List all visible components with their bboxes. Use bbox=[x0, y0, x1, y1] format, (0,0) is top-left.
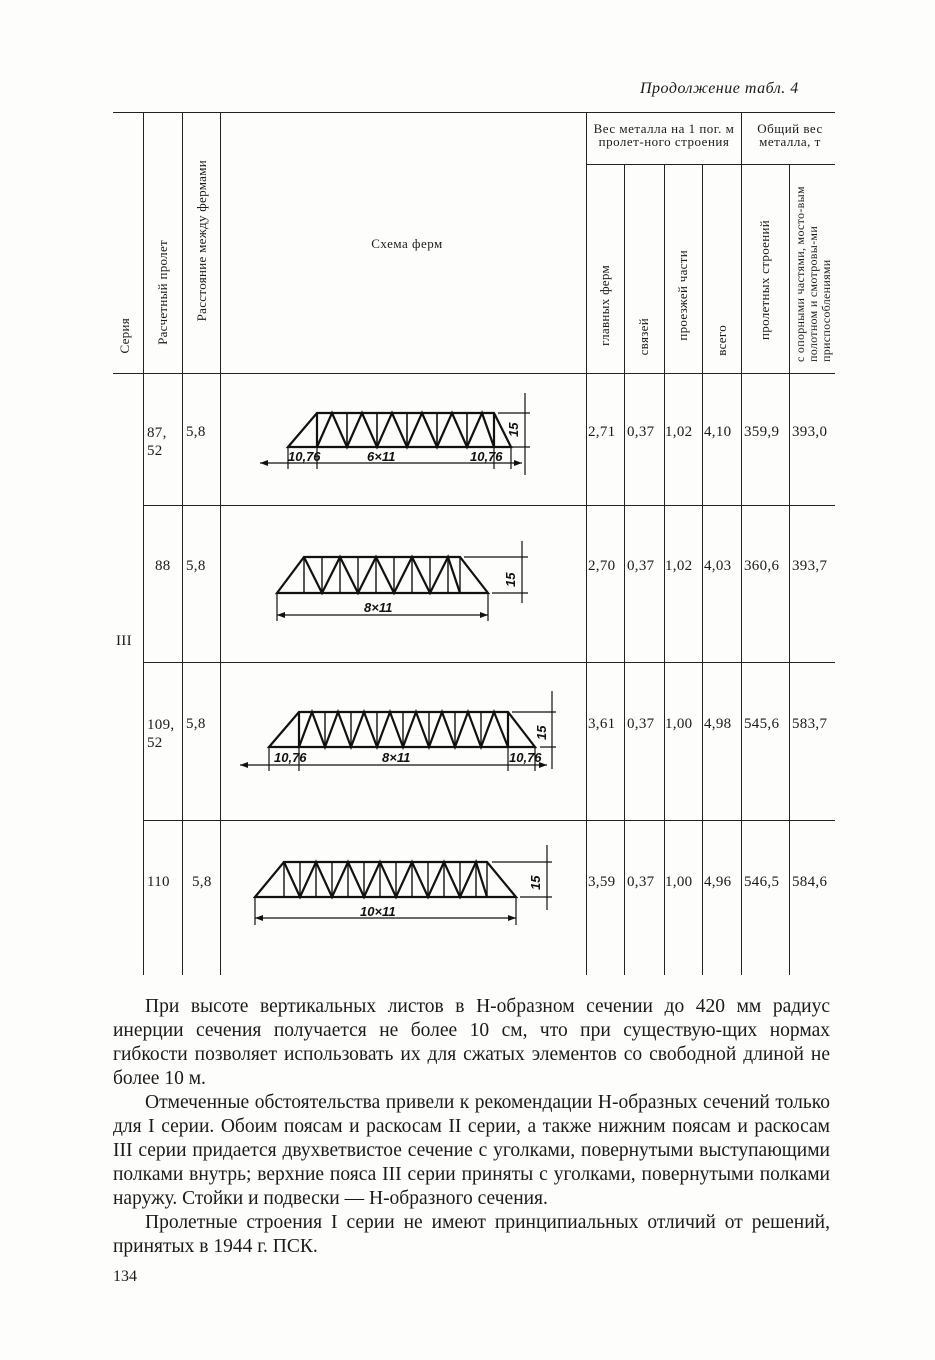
cell-bracing: 0,37 bbox=[627, 716, 655, 732]
header-total-weight: Общий вес металла, т bbox=[757, 121, 823, 149]
cell-span: 109, 52 bbox=[147, 717, 175, 751]
cell-main: 2,70 bbox=[588, 558, 616, 574]
cell-distance: 5,8 bbox=[192, 874, 212, 890]
header-total: всего bbox=[714, 325, 729, 356]
header-main-trusses: главных ферм bbox=[597, 265, 612, 346]
cell-total: 4,98 bbox=[704, 716, 732, 732]
paragraph: Отмеченные обстоятельства привели к рекомендации Н-образных сечений только для I серии. Обоим поясам и раскосам II серии, а также нижним поясам и раскосам III серии придается двухветвистое сечение с уголками, повернутыми выступающими полками внутрь; верхние пояса III серии приняты с уголками, повернутыми полками наружу. Стойки и подвески — Н-образного сечения. bbox=[113, 1092, 830, 1209]
cell-spans-weight: 360,6 bbox=[744, 558, 780, 574]
truss-3-dim-left: 10,76 bbox=[274, 750, 307, 765]
page-number: 134 bbox=[113, 1268, 137, 1285]
truss-1-dim-left: 10,76 bbox=[288, 449, 321, 464]
cell-spans-weight: 546,5 bbox=[744, 874, 780, 890]
cell-main: 3,59 bbox=[588, 874, 616, 890]
cell-spans-weight: 545,6 bbox=[744, 716, 780, 732]
truss-3-dim-right: 10,76 bbox=[509, 750, 542, 765]
header-with-supports: с опорными частями, мосто-вым полотном и смотровы-ми приспособлениями bbox=[793, 186, 833, 362]
cell-full-weight: 393,0 bbox=[792, 424, 828, 440]
cell-distance: 5,8 bbox=[186, 716, 206, 732]
truss-2-dim-mid: 8×11 bbox=[364, 600, 393, 615]
cell-main: 3,61 bbox=[588, 716, 616, 732]
cell-full-weight: 583,7 bbox=[792, 716, 828, 732]
cell-spans-weight: 359,9 bbox=[744, 424, 780, 440]
cell-deck: 1,02 bbox=[665, 558, 693, 574]
cell-bracing: 0,37 bbox=[627, 424, 655, 440]
cell-total: 4,96 bbox=[704, 874, 732, 890]
cell-span: 110 bbox=[147, 874, 170, 890]
table-caption: Продолжение табл. 4 bbox=[640, 80, 799, 97]
header-spans: пролетных строений bbox=[757, 220, 772, 340]
truss-schemes bbox=[222, 375, 584, 975]
truss-diagram-2 bbox=[277, 541, 528, 621]
header-span: Расчетный пролет bbox=[155, 240, 170, 345]
truss-1-height: 15 bbox=[506, 422, 521, 437]
truss-3-height: 15 bbox=[534, 725, 549, 740]
truss-3-dim-mid: 8×11 bbox=[382, 750, 411, 765]
cell-total: 4,10 bbox=[704, 424, 732, 440]
cell-distance: 5,8 bbox=[186, 424, 206, 440]
col-rule bbox=[586, 112, 587, 975]
cell-bracing: 0,37 bbox=[627, 558, 655, 574]
col-rule bbox=[741, 112, 742, 975]
cell-bracing: 0,37 bbox=[627, 874, 655, 890]
col-rule bbox=[624, 164, 625, 975]
cell-deck: 1,02 bbox=[665, 424, 693, 440]
cell-span: 88 bbox=[155, 558, 171, 574]
cell-deck: 1,00 bbox=[665, 874, 693, 890]
cell-span: 87, 52 bbox=[147, 425, 167, 459]
truss-4-dim-mid: 10×11 bbox=[360, 904, 396, 919]
cell-distance: 5,8 bbox=[186, 558, 206, 574]
header-sub-rule-2 bbox=[741, 164, 835, 165]
cell-total: 4,03 bbox=[704, 558, 732, 574]
header-distance: Расстояние между фермами bbox=[194, 160, 209, 322]
col-rule bbox=[702, 164, 703, 975]
header-weight-per-m: Вес металла на 1 пог. м пролет-ного строения bbox=[593, 121, 735, 149]
paragraph: Пролетные строения I серии не имеют принципиальных отличий от решений, принятых в 1944 г. ПСК. bbox=[113, 1212, 830, 1257]
truss-4-height: 15 bbox=[528, 875, 543, 890]
header-bracing: связей bbox=[636, 318, 651, 356]
cell-full-weight: 393,7 bbox=[792, 558, 828, 574]
truss-1-dim-mid: 6×11 bbox=[367, 449, 396, 464]
col-rule bbox=[182, 112, 183, 975]
header-deck: проезжей части bbox=[675, 250, 690, 341]
cell-full-weight: 584,6 bbox=[792, 874, 828, 890]
col-rule bbox=[789, 164, 790, 975]
header-scheme: Схема ферм bbox=[371, 236, 443, 251]
cell-main: 2,71 bbox=[588, 424, 616, 440]
header-series: Серия bbox=[117, 318, 132, 354]
truss-2-height: 15 bbox=[503, 572, 518, 587]
truss-diagram-4 bbox=[255, 845, 552, 925]
body-text bbox=[113, 995, 830, 1259]
paragraph: При высоте вертикальных листов в Н-образном сечении до 420 мм радиус инерции сечения получается не более 10 см, что при существую-щих нормах гибкости позволяет использовать их для сжатых элементов со свободной длиной не более 10 м. bbox=[113, 996, 830, 1089]
truss-1-dim-right: 10,76 bbox=[470, 449, 503, 464]
col-rule bbox=[143, 112, 144, 975]
cell-deck: 1,00 bbox=[665, 716, 693, 732]
series-label: III bbox=[116, 633, 132, 649]
